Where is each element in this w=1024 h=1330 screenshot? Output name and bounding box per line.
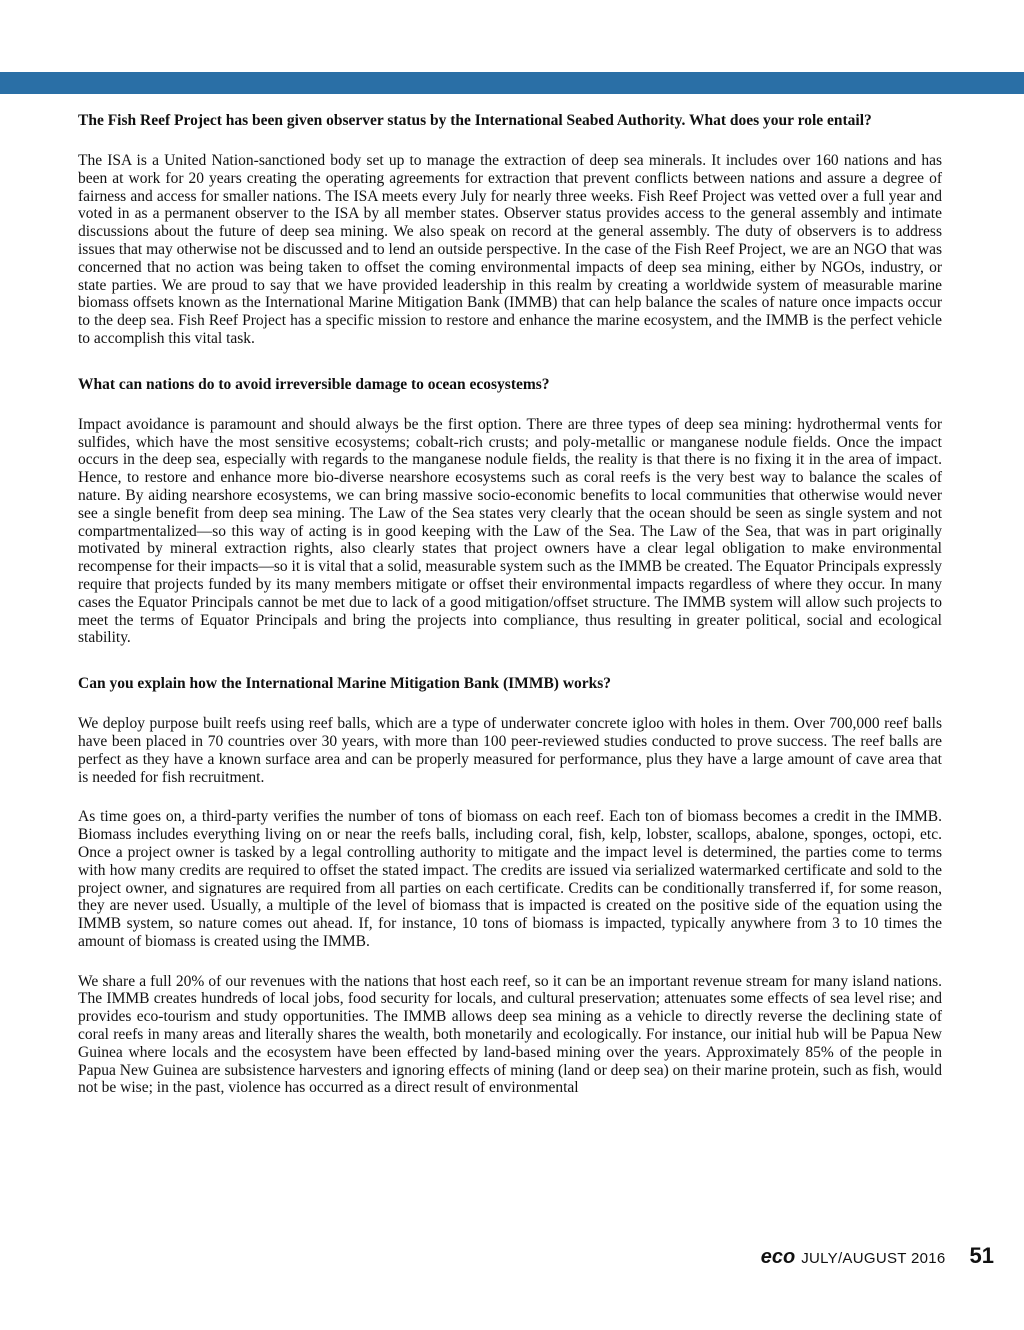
answer-paragraph: We share a full 20% of our revenues with the nations that host each reef, so it can be an important revenue stream for many island nations. The IMMB creates hundreds of local jobs, food security for locals, and cultural preservation; attenuates some effects of sea level rise; and provides eco-tourism and study opportunities. The IMMB allows deep sea mining as a vehicle to directly reverse the declining state of coral reefs in many areas and literally shares the wealth, both monetarily and ecologically. For instance, our initial hub will be Papua New Guinea where locals and the ecosystem have been effected by land-based mining over the years. Approximately 85% of the people in Papua New Guinea are subsistence harvesters and ignoring effects of mining (land or deep sea) on their marine protein, such as fish, would not be wise; in the past, violence has occurred as a direct result of environmental bbox=[78, 972, 942, 1097]
header-color-bar bbox=[0, 72, 1024, 94]
qa-section-immb bbox=[78, 675, 942, 1097]
answer-paragraph: As time goes on, a third-party verifies the number of tons of biomass on each reef. Each ton of biomass becomes a credit in the IMMB. Biomass includes everything living on or near the reefs balls, including coral, fish, kelp, lobster, scallops, abalone, sponges, octopi, etc. Once a project owner is tasked by a legal controlling authority to mitigate and the impact level is determined, the parties come to terms with how many credits are required to offset the stated impact. The credits are issued via serialized watermarked certificate and sold to the project owner, and signatures are required from all parties on each certificate. Credits can be conditionally transferred if, for some reason, they are never used. Usually, a multiple of the level of biomass that is impacted is created on the positive side of the equation using the IMMB system, so nature comes out ahead. If, for instance, 10 tons of biomass is impacted, typically anywhere from 3 to 10 times the amount of biomass is created using the IMMB. bbox=[78, 808, 942, 950]
qa-section-avoid-damage bbox=[78, 376, 942, 647]
article-body bbox=[78, 112, 942, 1119]
page-number: 51 bbox=[969, 1243, 994, 1268]
page-footer bbox=[761, 1243, 994, 1269]
magazine-name: eco bbox=[760, 1246, 796, 1268]
answer-paragraph: Impact avoidance is paramount and should always be the first option. There are three types of deep sea mining: hydrothermal vents for sulfides, which have the most sensitive ecosystems; cobalt-rich crusts; and poly-metallic or manganese nodule fields. Once the impact occurs in the deep sea, especially with regards to the manganese nodule fields, the reality is that there is no fixing it in the area of impact. Hence, to restore and enhance more bio-diverse nearshore ecosystems such as coral reefs is the very best way to balance the scales of nature. By aiding nearshore ecosystems, we can bring massive socio-economic benefits to local communities that otherwise would never see a single benefit from deep sea mining. The Law of the Sea states very clearly that the ocean should be seen as single system and not compartmentalized—so this way of acting is in good keeping with the Law of the Sea. The Law of the Sea, that was in part originally motivated by mineral extraction rights, also clearly states that project owners have a clear legal obligation to make environmental recompense for their impacts—so it is vital that a solid, measurable system such as the IMMB be created. The Equator Principals expressly require that projects funded by its many members mitigate or offset their environmental impacts regardless of where they occur. In many cases the Equator Principals cannot be met due to lack of a good mitigation/offset structure. The IMMB system will allow such projects to meet the terms of Equator Principals and bring the projects into compliance, thus resulting in greater political, social and ecological stability. bbox=[78, 415, 942, 647]
qa-section-observer-status bbox=[78, 112, 942, 348]
question-heading: The Fish Reef Project has been given observer status by the International Seabed Authority. What does your role entail? bbox=[78, 112, 872, 129]
answer-paragraph: We deploy purpose built reefs using reef balls, which are a type of underwater concrete igloo with holes in them. Over 700,000 reef balls have been placed in 70 countries over 30 years, with more than 100 peer-reviewed studies conducted to prove success. The reef balls are perfect as they have a known surface area and can be properly measured for performance, plus they have a large amount of cave area that is needed for fish recruitment. bbox=[78, 715, 942, 786]
question-heading: What can nations do to avoid irreversible damage to ocean ecosystems? bbox=[78, 375, 550, 393]
answer-paragraph: The ISA is a United Nation-sanctioned body set up to manage the extraction of deep sea minerals. It includes over 160 nations and has been at work for 20 years creating the operating agreements for extraction that prevent conflicts between nations and assure a degree of fairness and access for smaller nations. The ISA meets every July for nearly three weeks. Fish Reef Project was vetted over a full year and voted in as a permanent observer to the ISA by all member states. Observer status provides access to the general assembly and intimate discussions about the future of deep sea mining. We also speak on record at the general assembly. The duty of observers is to address issues that may otherwise not be discussed and to lend an outside perspective. In the case of the Fish Reef Project, we are an NGO that was concerned that no action was being taken to offset the coming environmental impacts of deep sea mining, either by NGOs, industry, or state parties. We are proud to say that we have provided leadership in this realm by creating a worldwide system of measurable marine biomass offsets known as the International Marine Mitigation Bank (IMMB) that can help balance the scales of nature once impacts occur to the deep sea. Fish Reef Project has a specific mission to restore and enhance the marine ecosystem, and the IMMB is the perfect vehicle to accomplish this vital task. bbox=[78, 152, 942, 347]
issue-date: JULY/AUGUST 2016 bbox=[801, 1250, 946, 1267]
question-heading: Can you explain how the International Marine Mitigation Bank (IMMB) works? bbox=[78, 675, 612, 693]
